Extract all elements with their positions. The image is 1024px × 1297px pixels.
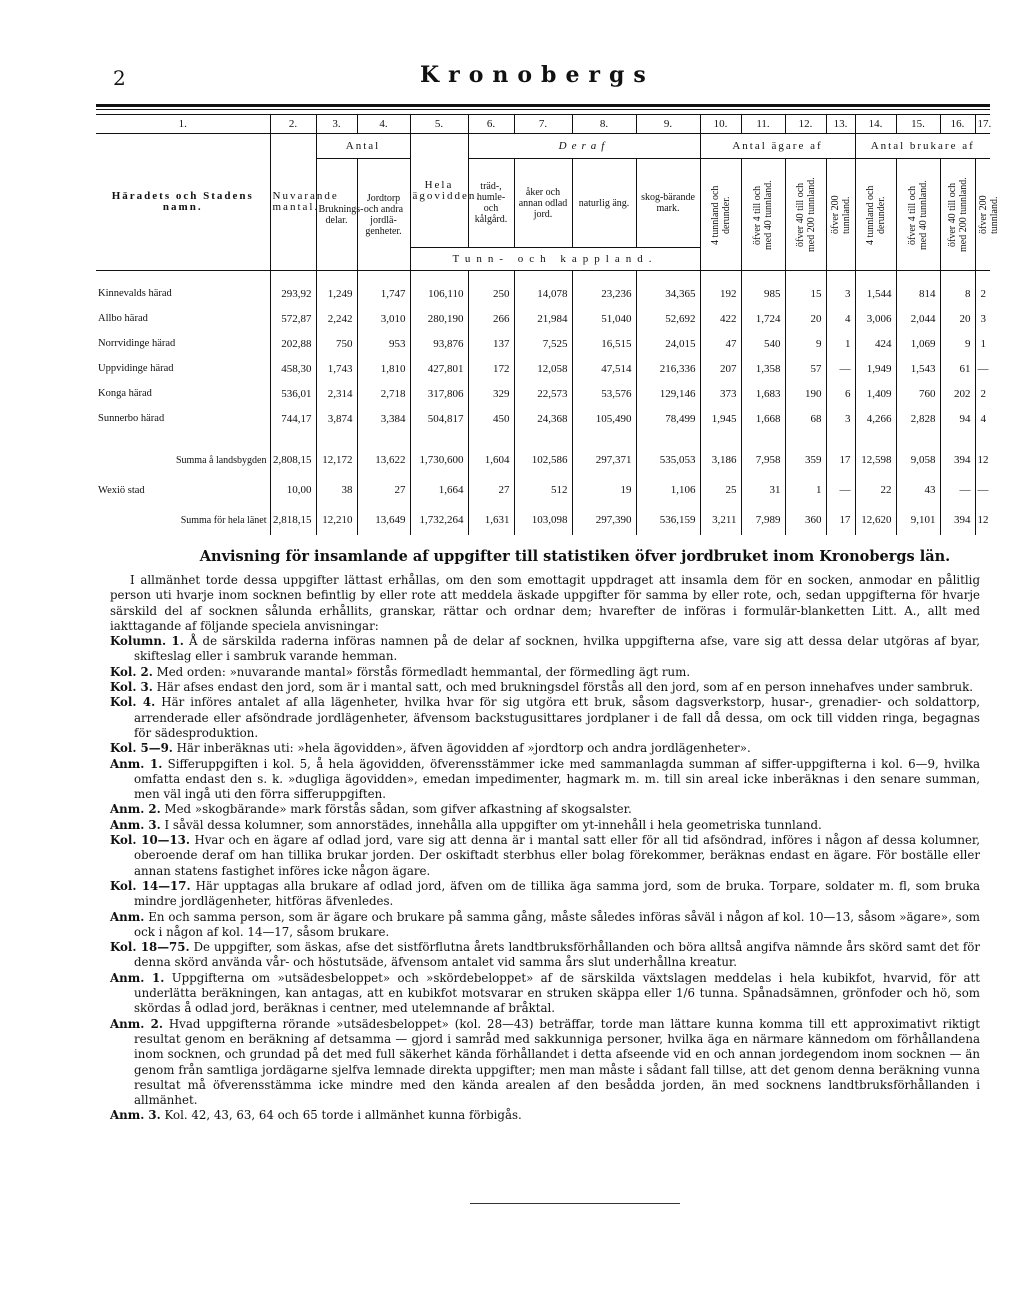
instruction-paragraph [110,741,980,756]
instruction-paragraph [110,665,980,680]
cell: 24,368 [514,406,572,431]
table-row [96,281,990,306]
cell: 540 [741,331,785,356]
cell: 202 [940,381,975,406]
paragraph-label: Anm. 2. [110,1016,163,1031]
cell: 23,236 [572,281,636,306]
paragraph-text: En och samma person, som är ägare och brukare på samma gång, måste således införas såväl i någon af kol. 10—13, såsom »ägare», som ock i någon af kol. 14—17, såsom brukare. [134,909,980,939]
header-mantal: Nuvarande mantal. [270,134,316,271]
header-skog: skog-bärande mark. [636,159,700,248]
row-name: Allbo härad [98,313,148,324]
paragraph-label: Kol. 2. [110,664,153,679]
table-gap [96,431,990,445]
instruction-paragraph [110,910,980,941]
paragraph-label: Kol. 10—13. [110,833,190,848]
header-ang: naturlig äng. [572,159,636,248]
header-agare-3-text: öfver 40 till och med 200 tunnland. [794,177,817,252]
header-brukare-4-text: öfver 200 tunnland. [977,195,1000,234]
col-number: 7. [514,115,572,134]
table-row [96,356,990,381]
table-row [96,406,990,431]
instruction-paragraph [110,573,980,634]
cell: 394 [940,445,975,475]
header-brukare-4 [975,159,1000,271]
header-hela: Hela ägovidden. [410,134,468,248]
cell: 12,620 [855,505,896,535]
cell: 12 [975,445,990,475]
statistics-table [96,114,1000,535]
cell: 3,186 [700,445,741,475]
cell: 57 [785,356,826,381]
cell: 297,390 [572,505,636,535]
paragraph-text: Här införes antalet af alla lägenheter, hvilka hvar för sig utgöra ett bruk, såsom dagsverkstorp, husar-, grenadier- och soldattorp, arrenderade eller afsöndrade jordlägenheter, äfvensom backstugusittares jordplaner i de fall då dessa, om ock till vidden ringa, begagnas för sädesproduktion. [134,695,981,740]
header-agare-2 [741,159,785,271]
cell: 1,949 [855,356,896,381]
cell: 7,958 [741,445,785,475]
cell: 9 [940,331,975,356]
cell: 250 [468,281,514,306]
paragraph-text: Här afses endast den jord, som är i mantal satt, och med brukningsdel förstås all den jord, som af en person innehafves under sambruk. [156,680,974,695]
cell: 2,828 [896,406,940,431]
cell: 47 [700,331,741,356]
cell: 24,015 [636,331,700,356]
header-brukare-3 [940,159,975,271]
col-number: 3. [316,115,357,134]
cell: 2 [975,281,990,306]
cell: — [826,475,855,505]
sum-lanet-row [96,505,990,535]
header-brukare-1 [855,159,896,271]
cell: 22,573 [514,381,572,406]
wexio-row [96,475,990,505]
cell: 1,730,600 [410,445,468,475]
cell: 192 [700,281,741,306]
col-number: 4. [357,115,410,134]
col-number: 1. [96,115,270,134]
cell: 814 [896,281,940,306]
cell: 53,576 [572,381,636,406]
header-jordtorp: Jordtorp och andra jordlä-genheter. [357,159,410,271]
paragraph-text: Hvar och en ägare af odlad jord, vare sig att denna är i mantal satt eller för all tid afsöndrad, införes i någon af dessa kolumner, oberoende deraf om han tillika brukar jorden. Der oskiftadt sterbhus eller bolag förekommer, beräknas endast en ägare. För boställe eller annan statens fastighet införes icke någon ägare. [134,833,981,878]
paragraph-text: Med »skogbärande» mark förstås sådan, som gifver afkastning af skogsalster. [164,802,632,817]
cell: — [940,475,975,505]
cell: 1 [785,475,826,505]
cell: 1,945 [700,406,741,431]
cell: 572,87 [270,306,316,331]
cell: 38 [316,475,357,505]
cell: 359 [785,445,826,475]
cell: 1 [975,331,990,356]
cell: 216,336 [636,356,700,381]
header-brukare-2-text: öfver 4 till och med 40 tunnland. [907,179,929,250]
header-agare-4-text: öfver 200 tunnland. [829,195,852,234]
cell: 13,622 [357,445,410,475]
instruction-paragraph [110,1017,980,1109]
cell: 536,01 [270,381,316,406]
cell: 12 [975,505,990,535]
row-name: Uppvidinge härad [98,363,174,374]
instruction-paragraph [110,1108,980,1123]
cell: 1,683 [741,381,785,406]
paragraph-label: Anm. 1. [110,756,163,771]
cell: 1,069 [896,331,940,356]
instruction-paragraph [110,634,980,665]
cell: 7,525 [514,331,572,356]
cell: 20 [940,306,975,331]
cell: 27 [357,475,410,505]
paragraph-label: Anm. 2. [110,802,161,817]
sum-landsbygd-row [96,445,990,475]
cell: 760 [896,381,940,406]
group-deraf: Deraf [468,134,700,159]
col-number: 16. [940,115,975,134]
paragraph-label: Kol. 5—9. [110,741,173,756]
cell: 985 [741,281,785,306]
paragraph-text: I allmänhet torde dessa uppgifter lättast erhållas, om den som emottagit uppdraget att insamla dem för en socken, anmodar en pålitlig person uti hvarje inom socknen befintlig by eller rote att meddela äskade uppgifter för samma by eller rote, och, sedan uppgifterna för hvarje särskild del af socknen sålunda erhållits, granskar, rättar och ordnar dem; hvarefter de införas i formulär-blanketten Litt. A., allt med iakttagande af följande speciela anvisningar: [110,573,980,633]
cell: 68 [785,406,826,431]
cell: — [975,475,990,505]
header-trad: träd-, humle- och kålgård. [468,159,514,248]
header-agare-2-text: öfver 4 till och med 40 tunnland. [752,179,774,250]
table-row [96,306,990,331]
instruction-paragraph [110,971,980,1017]
cell: 450 [468,406,514,431]
col-number: 13. [826,115,855,134]
cell: 105,490 [572,406,636,431]
cell: — [975,356,990,381]
cell: 4 [826,306,855,331]
cell: 21,984 [514,306,572,331]
cell: 953 [357,331,410,356]
instruction-paragraph [110,680,980,695]
paragraph-text: Kol. 42, 43, 63, 64 och 65 torde i allmänhet kunna förbigås. [164,1108,522,1123]
cell: 427,801 [410,356,468,381]
col-number: 15. [896,115,940,134]
cell: 1,249 [316,281,357,306]
cell: 10,00 [270,475,316,505]
paragraph-text: Uppgifterna om »utsädesbeloppet» och »skördebeloppet» af de särskilda växtslagen meddelas i hela kubikfot, hvarvid, för att underlätta beräkningen, kan antagas, att en kubikfot motsvarar en struken skäppa eller 1/6 tunna. Spånadsämnen, grönfoder och hö, som skördas å odlad jord, beräknas i centner, med utelemnande af bråktal. [134,970,981,1016]
cell: 3,874 [316,406,357,431]
cell: 47,514 [572,356,636,381]
cell: 2 [975,381,990,406]
paragraph-text: I såväl dessa kolumner, som annorstädes, innehålla alla uppgifter om yt-innehåll i hela geometriska tunnland. [164,817,822,832]
header-agare-3 [785,159,826,271]
cell: 2,242 [316,306,357,331]
row-name: Wexiö stad [98,484,145,496]
cell: 1 [826,331,855,356]
header-name: Häradets och Stadens namn. [96,134,270,271]
cell: 2,718 [357,381,410,406]
cell: 3,006 [855,306,896,331]
cell: 329 [468,381,514,406]
cell: 3 [826,406,855,431]
instructions-title: Anvisning för insamlande af uppgifter till statistiken öfver jordbruket inom Kronobergs län. [199,548,951,565]
cell: 27 [468,475,514,505]
cell: 317,806 [410,381,468,406]
paragraph-text: Med orden: »nuvarande mantal» förstås förmedladt hemmantal, der förmedling ägt rum. [156,664,691,679]
cell: 1,747 [357,281,410,306]
cell: 93,876 [410,331,468,356]
cell: 3,010 [357,306,410,331]
row-name: Kinnevalds härad [98,288,172,299]
cell: 17 [826,445,855,475]
cell: 129,146 [636,381,700,406]
cell: 4,266 [855,406,896,431]
cell: 2,818,15 [270,505,316,535]
cell: 103,098 [514,505,572,535]
cell: 293,92 [270,281,316,306]
cell: 9,058 [896,445,940,475]
cell: 19 [572,475,636,505]
page-heading: Kronobergs [420,62,655,88]
cell: 1,409 [855,381,896,406]
instruction-paragraph [110,940,980,971]
header-brukare-2 [896,159,940,271]
col-number: 9. [636,115,700,134]
cell: — [826,356,855,381]
cell: 2,314 [316,381,357,406]
cell: 373 [700,381,741,406]
cell: 744,17 [270,406,316,431]
paragraph-label: Anm. 1. [110,970,165,985]
cell: 137 [468,331,514,356]
cell: 2,808,15 [270,445,316,475]
table-row [96,381,990,406]
col-number: 17. [975,115,990,134]
cell: 1,664 [410,475,468,505]
cell: 13,649 [357,505,410,535]
table-body-top [96,271,990,282]
cell: 536,159 [636,505,700,535]
cell: 12,210 [316,505,357,535]
paragraph-label: Anm. 3. [110,1108,161,1123]
cell: 6 [826,381,855,406]
cell: 297,371 [572,445,636,475]
cell: 1,743 [316,356,357,381]
row-name: Norrvidinge härad [98,338,176,349]
cell: 512 [514,475,572,505]
paragraph-label: Kolumn. 1. [110,634,184,649]
cell: 1,631 [468,505,514,535]
cell: 3,211 [700,505,741,535]
header-aker: åker och annan odlad jord. [514,159,572,248]
paragraph-text: Å de särskilda raderna införas namnen på de delar af socknen, hvilka uppgifterna afse, vare sig att dessa delar utgöras af byar, skifteslag eller i sambruk varande hemman. [134,634,980,664]
cell: 20 [785,306,826,331]
cell: 207 [700,356,741,381]
cell: 7,989 [741,505,785,535]
instruction-paragraph [110,757,980,803]
cell: 266 [468,306,514,331]
cell: 190 [785,381,826,406]
header-brukare-1-text: 4 tunnland och derunder. [864,184,887,245]
cell: 360 [785,505,826,535]
cell: 9 [785,331,826,356]
cell: 4 [975,406,990,431]
col-number: 6. [468,115,514,134]
paragraph-label: Kol. 18—75. [110,940,190,955]
cell: 43 [896,475,940,505]
paragraph-label: Anm. 3. [110,817,161,832]
end-rule [470,1203,680,1204]
cell: 22 [855,475,896,505]
cell: 280,190 [410,306,468,331]
header-brukare-3-text: öfver 40 till och med 200 tunnland. [946,177,969,252]
cell: 424 [855,331,896,356]
cell: 25 [700,475,741,505]
paragraph-text: Här inberäknas uti: »hela ägovidden», äfven ägovidden af »jordtorp och andra jordlägenheter». [176,741,751,756]
col-number: 12. [785,115,826,134]
cell: 15 [785,281,826,306]
cell: 422 [700,306,741,331]
cell: 31 [741,475,785,505]
cell: 535,053 [636,445,700,475]
instructions-section [110,548,980,1124]
col-number: 10. [700,115,741,134]
tunnland-band: Tunn- och kappland. [410,248,700,271]
cell: 202,88 [270,331,316,356]
header-agare-4 [826,159,855,271]
paragraph-label: Kol. 4. [110,695,156,710]
row-name: Summa å landsbygden [175,454,267,466]
header-agare-1 [700,159,741,271]
cell: 1,732,264 [410,505,468,535]
header-agare-1-text: 4 tunnland och derunder. [709,184,732,245]
cell: 16,515 [572,331,636,356]
instruction-paragraph [110,833,980,879]
paragraph-text: Här upptagas alla brukare af odlad jord, äfven om de tillika äga samma jord, som de bruka. Torpare, soldater m. fl, som bruka mindre jordlägenheter, hitföras äfvenledes. [134,878,981,909]
group-antal: Antal [316,134,410,159]
cell: 78,499 [636,406,700,431]
header-rule [96,104,990,107]
paragraph-label: Anm. [110,909,145,924]
cell: 14,078 [514,281,572,306]
cell: 1,810 [357,356,410,381]
paragraph-label: Kol. 14—17. [110,878,191,893]
col-number: 11. [741,115,785,134]
cell: 1,544 [855,281,896,306]
cell: 61 [940,356,975,381]
cell: 52,692 [636,306,700,331]
paragraph-text: Hvad uppgifterna rörande »utsädesbeloppet» (kol. 28—43) beträffar, torde man lättare kunna komma till ett approximativt riktigt resultat genom en beräkning af detsamma — gjord i samråd med sakkunniga personer, hvilka äga en närmare kännedom om förhållandena inom socknen, och grundad på det med full säkerhet kända förhållandet i detta afseende vid en och annan jordegendom inom socknen — än genom från samtliga jordägarne sjelfva lemnade direkta uppgifter; men man måste i sådant fall tillse, att det genom denna beräkning vunna resultat må öfverensstämma icke mindre med den kända arealen af den besådda jorden, än med socknens landtbruksförhållanden i allmänhet. [134,1016,980,1108]
cell: 17 [826,505,855,535]
cell: 458,30 [270,356,316,381]
group-agare: Antal ägare af [700,134,855,159]
col-number: 5. [410,115,468,134]
cell: 1,724 [741,306,785,331]
paragraph-text: Sifferuppgiften i kol. 5, å hela ägovidden, öfverensstämmer icke med sammanlagda summan af siffer-uppgifterna i kol. 6—9, hvilka omfatta endast den s. k. »dugliga ägovidden», emedan impedimenter, hagmark m. m. till sin areal icke inberäknas i den senare summan, men väl ingå uti den förra sifferuppgiften. [134,756,980,802]
row-name: Sunnerbo härad [98,413,165,424]
cell: 750 [316,331,357,356]
paragraph-text: De uppgifter, som äskas, afse det sistförflutna årets landtbruksförhållanden och böra alltså angifva nämnde års skörd samt det för denna skörd använda vår- och höstutsäde, äfvensom antalet vid samma års slut underhållna kreatur. [134,940,980,970]
instruction-paragraph [110,879,980,910]
cell: 504,817 [410,406,468,431]
cell: 34,365 [636,281,700,306]
cell: 3 [826,281,855,306]
cell: 394 [940,505,975,535]
cell: 3,384 [357,406,410,431]
header-bruk: Bruknings-delar. [316,159,357,271]
group-header-row [96,134,990,159]
cell: 8 [940,281,975,306]
cell: 12,172 [316,445,357,475]
cell: 1,358 [741,356,785,381]
header-rule-thin [96,109,990,110]
column-number-row [96,115,990,134]
cell: 12,058 [514,356,572,381]
cell: 9,101 [896,505,940,535]
instruction-paragraph [110,695,980,741]
cell: 1,106 [636,475,700,505]
instruction-paragraph [110,802,980,817]
cell: 94 [940,406,975,431]
col-number: 2. [270,115,316,134]
cell: 1,668 [741,406,785,431]
cell: 2,044 [896,306,940,331]
col-number: 14. [855,115,896,134]
row-name: Summa för hela länet [180,514,267,526]
table-row [96,331,990,356]
page-number: 2 [113,66,126,90]
cell: 51,040 [572,306,636,331]
row-name: Konga härad [98,388,152,399]
cell: 12,598 [855,445,896,475]
cell: 106,110 [410,281,468,306]
cell: 1,604 [468,445,514,475]
cell: 3 [975,306,990,331]
instruction-paragraph [110,818,980,833]
cell: 1,543 [896,356,940,381]
cell: 172 [468,356,514,381]
paragraph-label: Kol. 3. [110,680,153,695]
cell: 102,586 [514,445,572,475]
group-brukare: Antal brukare af [855,134,990,159]
col-number: 8. [572,115,636,134]
